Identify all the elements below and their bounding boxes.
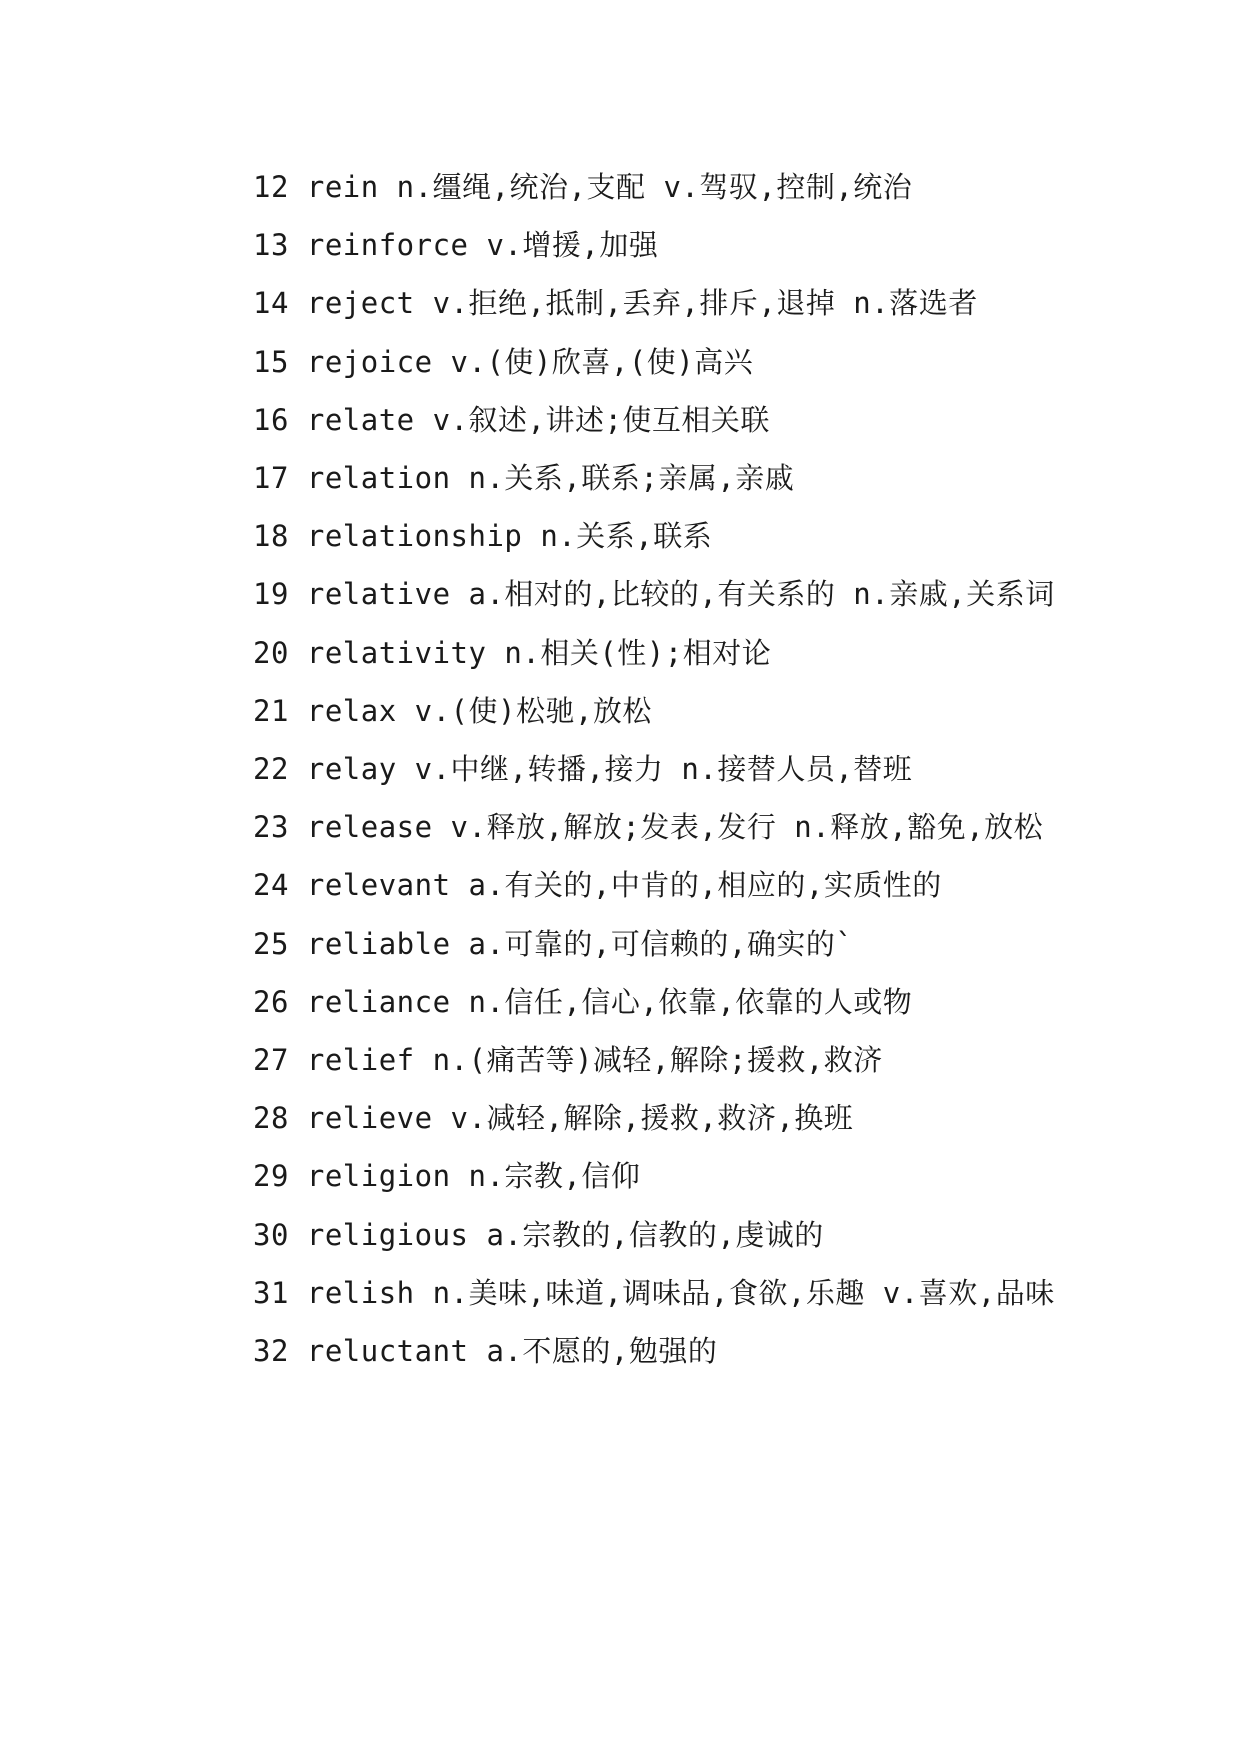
vocab-entry-relish: 31 relish n.美味,味道,调味品,食欲,乐趣 v.喜欢,品味 (253, 1275, 1055, 1310)
vocab-entry-relax: 21 relax v.(使)松驰,放松 (253, 693, 652, 728)
vocab-entry-relative: 19 relative a.相对的,比较的,有关系的 n.亲戚,关系词 (253, 577, 1055, 612)
vocab-entry-rejoice: 15 rejoice v.(使)欣喜,(使)高兴 (253, 344, 754, 379)
vocab-entry-reinforce: 13 reinforce v.增援,加强 (253, 228, 659, 263)
vocab-entry-release: 23 release v.释放,解放;发表,发行 n.释放,豁免,放松 (253, 810, 1044, 845)
vocab-entry-relieve: 28 relieve v.减轻,解除,援救,救济,换班 (253, 1101, 854, 1136)
vocab-entry-relay: 22 relay v.中继,转播,接力 n.接替人员,替班 (253, 752, 913, 787)
vocab-entry-reliance: 26 reliance n.信任,信心,依靠,依靠的人或物 (253, 984, 913, 1019)
vocab-entry-relationship: 18 relationship n.关系,联系 (253, 519, 713, 554)
vocab-entry-relate: 16 relate v.叙述,讲述;使互相关联 (253, 402, 770, 437)
vocabulary-list (190, 158, 1060, 1380)
vocab-entry-reliable: 25 reliable a.可靠的,可信赖的,确实的` (253, 926, 854, 961)
vocab-entry-reluctant: 32 reluctant a.不愿的,勉强的 (253, 1334, 718, 1369)
vocab-entry-relation: 17 relation n.关系,联系;亲属,亲戚 (253, 461, 795, 496)
vocab-entry-religious: 30 religious a.宗教的,信教的,虔诚的 (253, 1217, 824, 1252)
vocab-entry-relevant: 24 relevant a.有关的,中肯的,相应的,实质性的 (253, 868, 942, 903)
vocab-entry-reject: 14 reject v.拒绝,抵制,丢弃,排斥,退掉 n.落选者 (253, 286, 978, 321)
vocab-entry-rein: 12 rein n.缰绳,统治,支配 v.驾驭,控制,统治 (253, 170, 913, 204)
vocab-entry-religion: 29 religion n.宗教,信仰 (253, 1159, 641, 1194)
vocab-entry-relativity: 20 relativity n.相关(性);相对论 (253, 635, 772, 670)
vocab-entry-relief: 27 relief n.(痛苦等)减轻,解除;援救,救济 (253, 1043, 883, 1078)
